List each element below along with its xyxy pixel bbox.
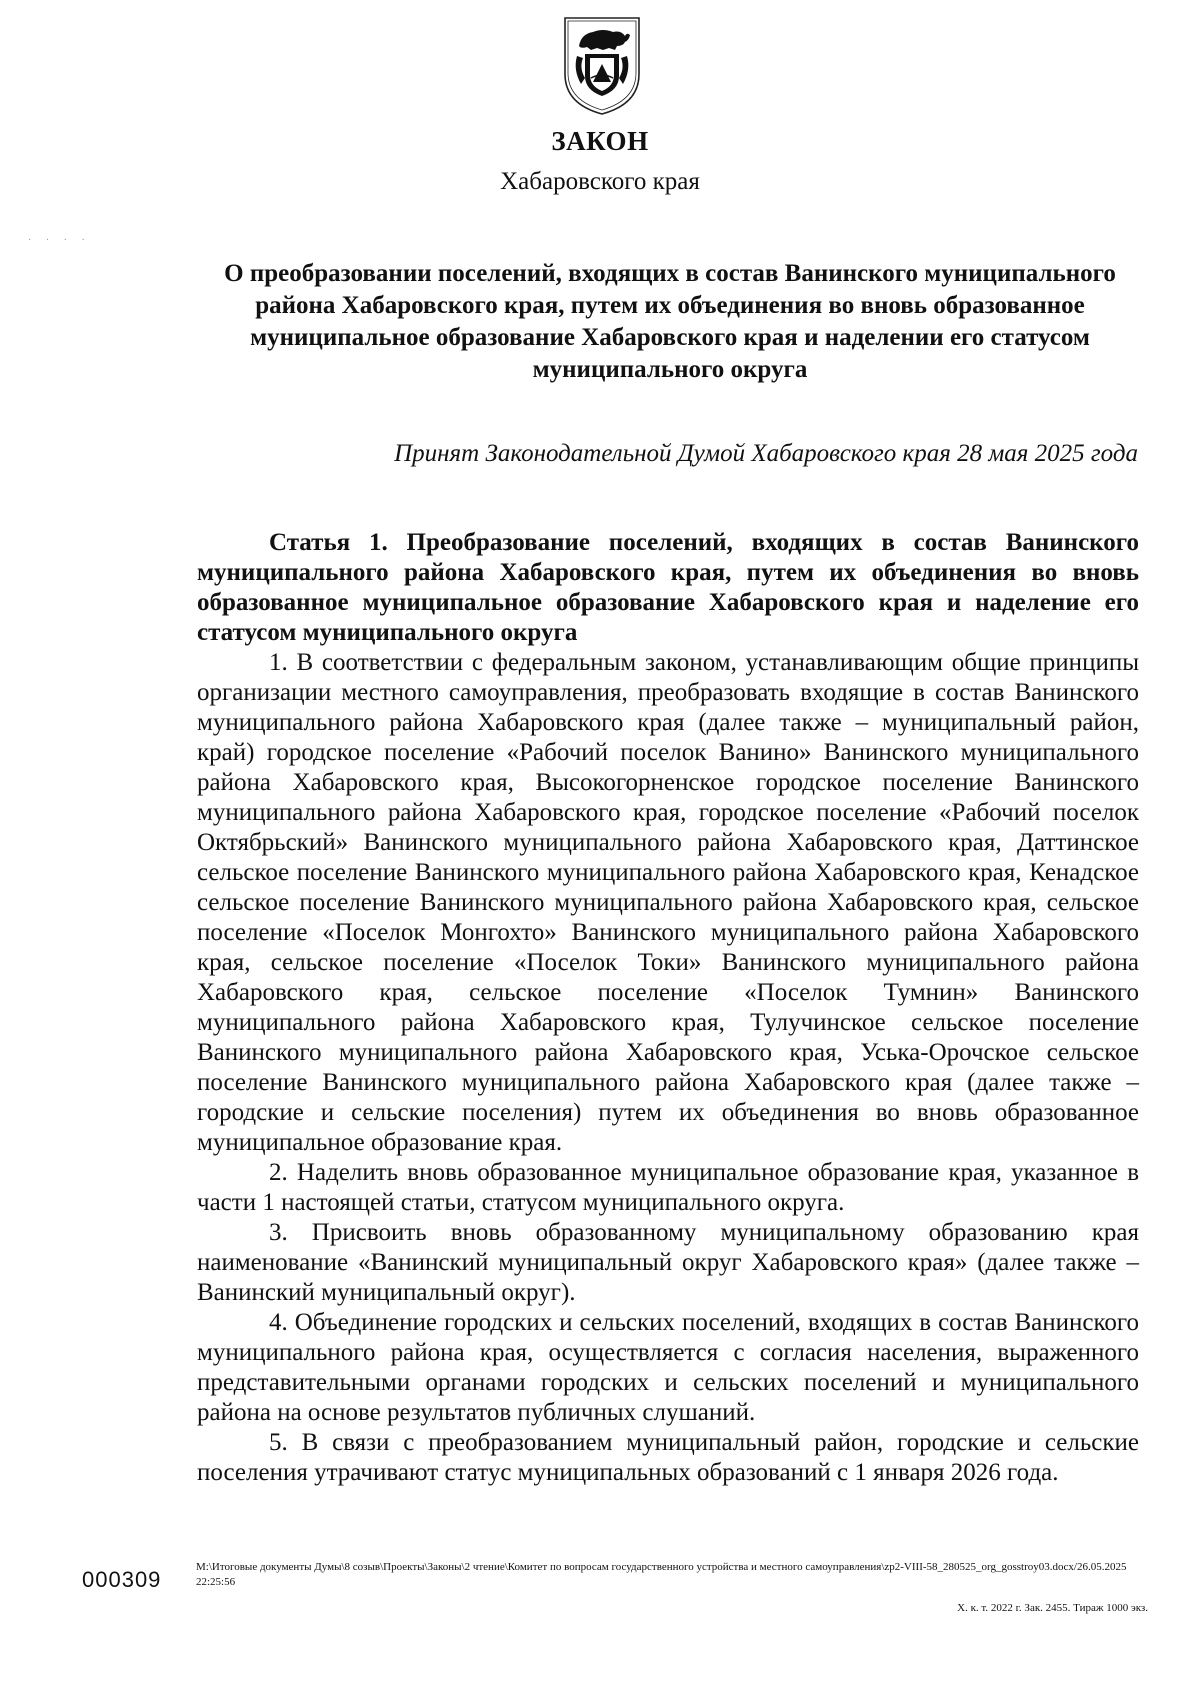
- article-1-part-4: 4. Объединение городских и сельских поселений, входящих в состав Ванинского муниципального района края, осуществляется с согласия населения, выраженного представительными органами городских и сельских поселений и муниципального района на основе результатов публичных слушаний.: [197, 1309, 1139, 1426]
- print-info-footer: Х. к. т. 2022 г. Зак. 2455. Тираж 1000 экз.: [957, 1602, 1148, 1614]
- article-1-part-2: 2. Наделить вновь образованное муниципальное образование края, указанное в части 1 настоящей статьи, статусом муниципального округа.: [197, 1159, 1139, 1216]
- article-1-heading: Статья 1. Преобразование поселений, входящих в состав Ванинского муниципального района Хабаровского края, путем их объединения во вновь образованное муниципальное образование Хабаровского края и наделение его статусом муниципального округа: [197, 529, 1139, 646]
- khabarovsk-krai-coat-of-arms-icon: [557, 12, 647, 118]
- law-title: О преобразовании поселений, входящих в состав Ванинского муниципального района Хабаровского края, путем их объединения во вновь образованное муниципальное образование Хабаровского края и наделении его статусом муниципального округа: [224, 260, 1116, 383]
- article-1-part-5: 5. В связи с преобразованием муниципальный район, городские и сельские поселения утрачивают статус муниципальных образований с 1 января 2026 года.: [197, 1429, 1139, 1486]
- adoption-note: Принят Законодательной Думой Хабаровского края 28 мая 2025 года: [394, 440, 1138, 467]
- scan-margin-marks: · · · ·: [28, 235, 91, 246]
- law-body: [197, 528, 1139, 1488]
- article-1-part-3: 3. Присвоить вновь образованному муниципальному образованию края наименование «Ванинский муниципальный округ Хабаровского края» (далее также – Ванинский муниципальный округ).: [197, 1219, 1139, 1306]
- law-heading: ЗАКОН: [551, 126, 649, 156]
- region-subheading: Хабаровского края: [500, 168, 700, 195]
- file-path-footer: M:\Итоговые документы Думы\8 созыв\Проекты\Законы\2 чтение\Комитет по вопросам государственного устройства и местного самоуправления\zp2-VIII-58_280525_org_gosstroy03.docx/26.05.2025 22:25:56: [196, 1561, 1127, 1588]
- article-1-part-1: 1. В соответствии с федеральным законом, устанавливающим общие принципы организации местного самоуправления, преобразовать входящие в состав Ванинского муниципального района Хабаровского края (далее также – муниципальный район, край) городское поселение «Рабочий поселок Ванино» Ванинского муниципального района Хабаровского края, Высокогорненское городское поселение Ванинского муниципального района Хабаровского края, городское поселение «Рабочий поселок Октябрьский» Ванинского муниципального района Хабаровского края, Даттинское сельское поселение Ванинского муниципального района Хабаровского края, Кенадское сельское поселение Ванинского муниципального района Хабаровского края, сельское поселение «Поселок Монгохто» Ванинского муниципального района Хабаровского края, сельское поселение «Поселок Токи» Ванинского муниципального района Хабаровского края, сельское поселение «Поселок Тумнин» Ванинского муниципального района Хабаровского края, Тулучинское сельское поселение Ванинского муниципального района Хабаровского края, Уська-Орочское сельское поселение Ванинского муниципального района Хабаровского края (далее также – городские и сельские поселения) путем их объединения во вновь образованное муниципальное образование края.: [197, 649, 1139, 1156]
- document-number: 000309: [82, 1567, 162, 1592]
